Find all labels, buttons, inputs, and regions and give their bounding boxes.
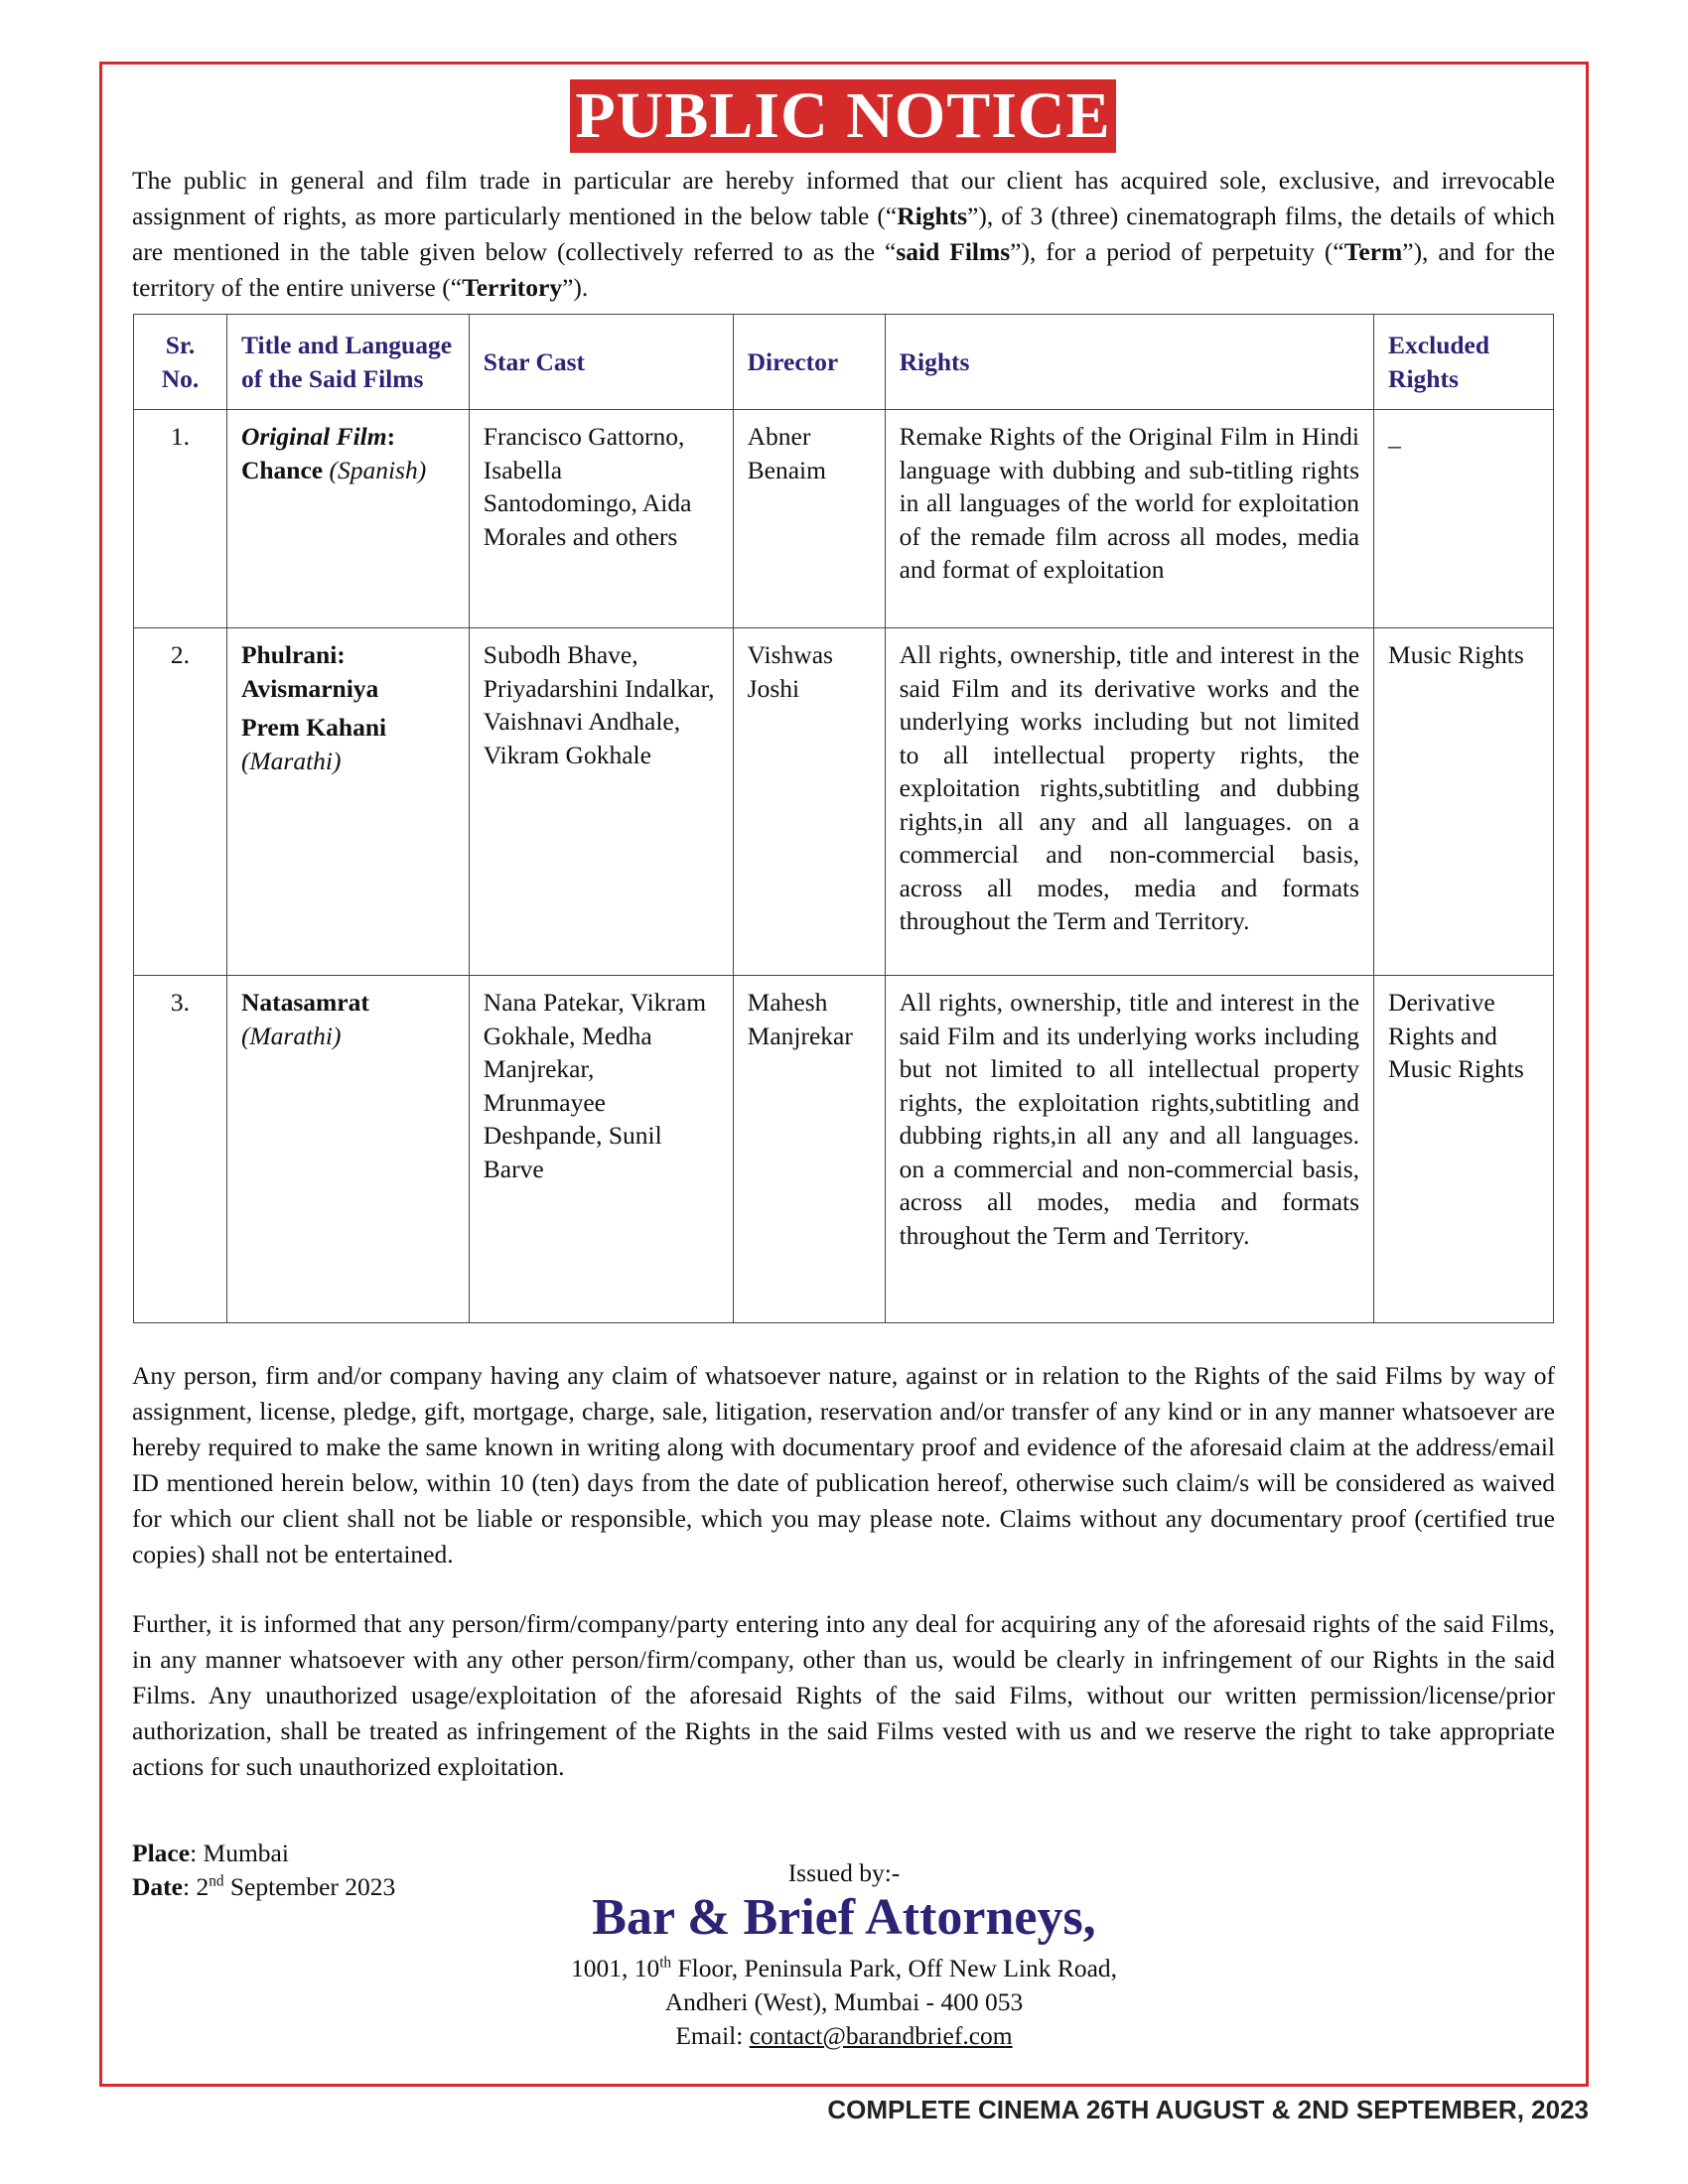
cell-star-cast: Subodh Bhave, Priyadarshini Indalkar, Vaishnavi Andhale, Vikram Gokhale <box>469 628 733 976</box>
table-row <box>134 976 1554 1323</box>
film-name: Phulrani: Avismarniya <box>240 640 379 703</box>
firm-address <box>447 1952 1241 2053</box>
date-line: Date: 2nd September 2023 <box>132 1872 396 1901</box>
table-row <box>134 410 1554 628</box>
cell-rights: All rights, ownership, title and interest in the said Film and its underlying works including but not limited to all intellectual property rights, the exploitation rights,subtitling and dubbing rights,in all any and all languages. on a commercial and non-commercial basis, across all modes, media and formats throughout the Term and Territory. <box>885 976 1373 1323</box>
place-line: Place: Mumbai <box>132 1839 289 1867</box>
cell-director: Vishwas Joshi <box>733 628 885 976</box>
cell-sr-no: 2. <box>134 628 227 976</box>
cell-excluded-rights: _ <box>1374 410 1554 628</box>
address-line-1: 1001, 10th Floor, Peninsula Park, Off New Link Road, <box>570 1954 1118 1982</box>
cell-sr-no: 1. <box>134 410 227 628</box>
cell-rights: Remake Rights of the Original Film in Hindi language with dubbing and sub-titling rights in all languages of the world for exploitation of the remade film across all modes, media and format of exploitation <box>885 410 1373 628</box>
cell-excluded-rights: Derivative Rights and Music Rights <box>1374 976 1554 1323</box>
header-sr-no: Sr. No. <box>134 315 227 410</box>
cell-rights: All rights, ownership, title and interest in the said Film and its derivative works and the underlying works including but not limited to all intellectual property rights, the exploitation rights,subtitling and dubbing rights,in all any and all languages. on a commercial and non-commercial basis, across all modes, media and formats throughout the Term and Territory. <box>885 628 1373 976</box>
cell-title <box>226 628 469 976</box>
film-label-colon: : <box>386 422 396 451</box>
claims-paragraph: Any person, firm and/or company having any claim of whatsoever nature, against or in relation to the Rights of the said Films by way of assignment, license, pledge, gift, mortgage, charge, sale, litigation, reservation and/or transfer of any kind or in any manner whatsoever are hereby required to make the same known in writing along with documentary proof and evidence of the aforesaid claim at the address/email ID mentioned herein below, within 10 (ten) days from the date of publication hereof, otherwise such claim/s will be considered as waived for which our client shall not be liable or responsible, which you may please note. Claims without any documentary proof (certified true copies) shall not be entertained. <box>132 1361 1555 1569</box>
address-line-2: Andheri (West), Mumbai - 400 053 <box>664 1987 1024 2016</box>
header-title: Title and Language of the Said Films <box>226 315 469 410</box>
further-paragraph: Further, it is informed that any person/firm/company/party entering into any deal for acquiring any of the aforesaid rights of the said Films, in any manner whatsoever with any other person/firm/company, other than us, would be clearly in infringement of our Rights in the said Films. Any unauthorized usage/exploitation of the aforesaid Rights of the said Films, without our written permission/license/prior authorization, shall be treated as infringement of the Rights in the said Films vested with us and we reserve the right to take appropriate actions for such unauthorized exploitation. <box>132 1609 1555 1781</box>
cell-title <box>226 976 469 1323</box>
film-name: Natasamrat <box>240 988 369 1017</box>
film-label: Original Film <box>240 422 387 451</box>
email-link[interactable]: contact@barandbrief.com <box>749 2021 1013 2050</box>
notice-title: PUBLIC NOTICE <box>570 79 1116 153</box>
cell-star-cast: Nana Patekar, Vikram Gokhale, Medha Manjrekar, Mrunmayee Deshpande, Sunil Barve <box>469 976 733 1323</box>
film-name: Chance <box>240 455 324 484</box>
film-language: (Marathi) <box>240 1021 342 1050</box>
header-star-cast: Star Cast <box>469 315 733 410</box>
firm-name: Bar & Brief Attorneys, <box>592 1889 1096 1946</box>
table-row <box>134 628 1554 976</box>
cell-title <box>226 410 469 628</box>
table-header-row <box>134 315 1554 410</box>
rights-table <box>133 314 1554 1323</box>
film-language: (Marathi) <box>240 746 342 775</box>
cell-director: Mahesh Manjrekar <box>733 976 885 1323</box>
film-name-line2: Prem Kahani <box>240 713 387 742</box>
header-director: Director <box>733 315 885 410</box>
cell-director: Abner Benaim <box>733 410 885 628</box>
publication-footer: COMPLETE CINEMA 26TH AUGUST & 2ND SEPTEMBER, 2023 <box>827 2095 1589 2124</box>
cell-star-cast: Francisco Gattorno, Isabella Santodomingo, Aida Morales and others <box>469 410 733 628</box>
place-date-block <box>132 1837 395 1904</box>
intro-paragraph: The public in general and film trade in particular are hereby informed that our client has acquired sole, exclusive, and irrevocable assignment of rights, as more particularly mentioned in the below table (“Rights”), of 3 (three) cinematograph films, the details of which are mentioned in the table given below (collectively referred to as the “said Films”), for a period of perpetuity (“Term”), and for the territory of the entire universe (“Territory”). <box>132 166 1555 302</box>
header-excluded-rights: Excluded Rights <box>1374 315 1554 410</box>
cell-sr-no: 3. <box>134 976 227 1323</box>
email-line: Email: contact@barandbrief.com <box>675 2021 1013 2050</box>
header-rights: Rights <box>885 315 1373 410</box>
issued-by-label: Issued by:- <box>787 1858 901 1887</box>
cell-excluded-rights: Music Rights <box>1374 628 1554 976</box>
film-language: (Spanish) <box>329 455 427 484</box>
